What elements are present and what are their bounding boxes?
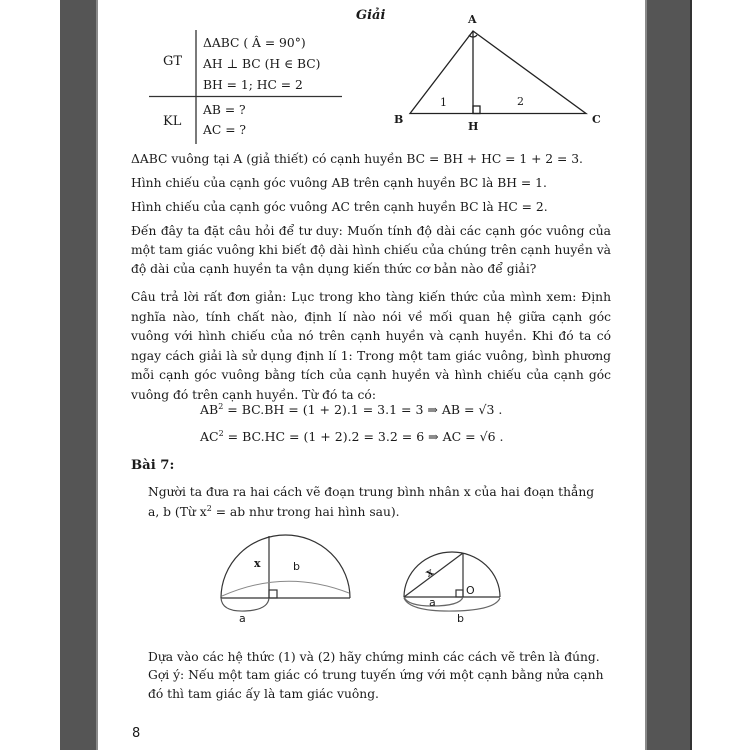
kl-line-2: AC = ? xyxy=(203,123,247,137)
gt-line-1: ΔABC ( Â = 90°) xyxy=(203,36,306,50)
solution-heading: Giải xyxy=(356,8,386,23)
exercise-intro-line-2: a, b (Từ $x^2$ = ab như trong hai hình sau). xyxy=(148,504,400,519)
fig2-o-label: O xyxy=(466,584,475,597)
segment-bh-label: 1 xyxy=(440,96,447,109)
fig1-a-label: a xyxy=(239,612,246,625)
fig2-x-label: x xyxy=(423,565,436,580)
fig1-x-label: x xyxy=(254,557,261,570)
vertex-a-label: A xyxy=(468,13,477,26)
page-number: 8 xyxy=(132,726,141,741)
segment-hc-label: 2 xyxy=(517,95,524,108)
exercise-intro-line-1: Người ta đưa ra hai cách vẽ đoạn trung bình nhân x của hai đoạn thẳng xyxy=(148,485,595,499)
vertex-b-label: B xyxy=(394,113,404,126)
kl-label: KL xyxy=(163,114,182,129)
gt-label: GT xyxy=(163,54,183,69)
fig2-a-label: a xyxy=(429,596,436,609)
exercise-hint-line-1: Gợi ý: Nếu một tam giác có trung tuyến ứng với một cạnh bằng nửa cạnh xyxy=(148,668,604,682)
paragraph-1: ΔABC vuông tại A (giả thiết) có cạnh huyền BC = BH + HC = 1 + 2 = 3. xyxy=(131,152,583,166)
vertex-c-label: C xyxy=(592,113,601,126)
exercise-task: Dựa vào các hệ thức (1) và (2) hãy chứng minh các cách vẽ trên là đúng. xyxy=(148,650,600,664)
exercise-hint-line-2: đó thì tam giác ấy là tam giác vuông. xyxy=(148,687,379,701)
paragraph-3: Hình chiếu của cạnh góc vuông AC trên cạnh huyền BC là HC = 2. xyxy=(131,200,548,214)
fig1-b-label: b xyxy=(293,560,300,573)
kl-line-1: AB = ? xyxy=(203,103,246,117)
fig2-b-label: b xyxy=(457,612,464,625)
paragraph-4: Đến đây ta đặt câu hỏi để tư duy: Muốn tính độ dài các cạnh góc vuông của một tam giác vuông khi biết độ dài hình chiếu của chúng trên cạnh huyền và độ dài của cạnh huyền ta vận dụng kiến thức cơ bản nào để giải? xyxy=(131,224,611,276)
gt-line-3: BH = 1; HC = 2 xyxy=(203,78,303,92)
paragraph-5: Câu trả lời rất đơn giản: Lục trong kho tàng kiến thức của mình xem: Định nghĩa nào, tính chất nào, định lí nào nói về mối quan hệ giữa cạnh góc vuông với hình chiếu của nó trên cạnh huyền và cạnh huyền. Khi đó ta có ngay cách giải là sử dụng định lí 1: Trong một tam giác vuông, bình phương mỗi cạnh góc vuông bằng tích của cạnh huyền và hình chiếu của cạnh góc vuông đó trên cạnh huyền. Từ đó ta có: xyxy=(131,290,611,402)
exercise-title: Bài 7: xyxy=(131,458,175,473)
vertex-h-label: H xyxy=(468,120,479,133)
equation-ab: $AB^2 = BC.BH = (1 + 2).1 = 3.1 = 3$ ⇒ AB = √3 . xyxy=(200,402,503,417)
paragraph-2: Hình chiếu của cạnh góc vuông AB trên cạnh huyền BC là BH = 1. xyxy=(131,176,547,190)
equation-ac: $AC^2 = BC.HC = (1 + 2).2 = 3.2 = 6$ ⇒ AC = √6 . xyxy=(200,429,504,444)
gt-line-2: AH ⊥ BC (H ∈ BC) xyxy=(203,57,321,71)
